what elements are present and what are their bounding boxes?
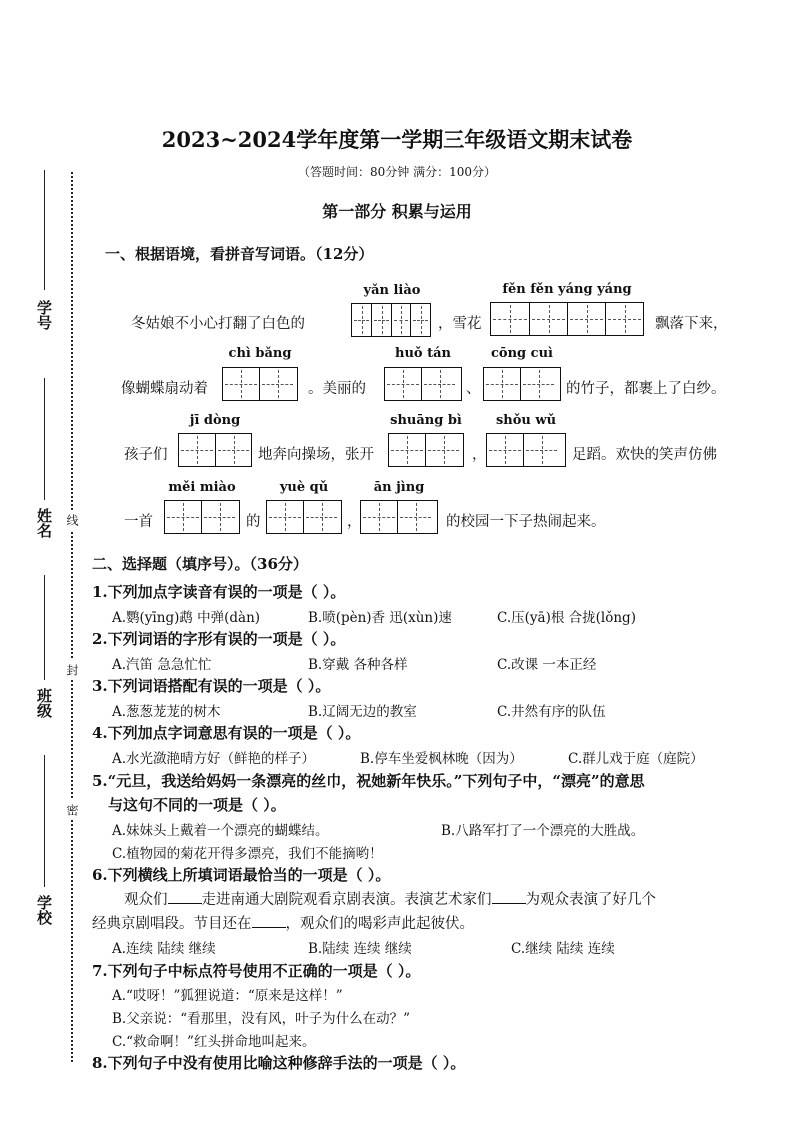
q6-option-a[interactable]: A.连续 陆续 继续 [112,941,216,957]
pinyin-huotan: huǒ tán [395,346,451,361]
pinyin-meimiao: měi miào [168,480,236,495]
answer-grid-jidong[interactable] [178,433,252,467]
answer-grid-shuangbi[interactable] [388,433,464,467]
text-line3-b: 地奔向操场，张开 [258,447,374,463]
q1-option-c[interactable]: C.压(yā)根 合拢(lǒng) [497,610,636,626]
text-line4-c: ， [347,514,362,530]
q7-option-c[interactable]: C.“救命啊！”红头拼命地叫起来。 [112,1034,316,1050]
answer-grid-meimiao[interactable] [164,500,240,534]
school-line[interactable] [44,755,45,887]
student-id-line[interactable] [44,170,45,290]
question-1: 1.下列加点字读音有误的一项是（ ）。 [92,583,346,601]
answer-grid-huotan[interactable] [384,367,462,401]
q7-option-a[interactable]: A.“哎呀！”狐狸说道：“原来是这样！” [112,988,343,1004]
q7-option-b[interactable]: B.父亲说：“看那里，没有风，叶子为什么在动？” [112,1011,411,1027]
pinyin-yuequ: yuè qǔ [279,480,329,495]
pinyin-yanliao: yǎn liào [363,283,421,298]
question-8: 8.下列句子中没有使用比喻这种修辞手法的一项是（ ）。 [92,1054,466,1072]
pinyin-fenfenyangyang: fěn fěn yáng yáng [502,282,632,297]
q3-option-c[interactable]: C.井然有序的队伍 [497,704,606,720]
pinyin-jidong: jī dòng [189,413,241,428]
pinyin-anjing: ān jìng [373,480,425,495]
text-line4-d: 的校园一下子热闹起来。 [446,514,606,530]
text-line1-a: 冬姑娘不小心打翻了白色的 [131,316,305,332]
label-class: 班级 [35,688,53,718]
q2-option-c[interactable]: C.改课 一本正经 [497,657,597,673]
text-line3-d: 足蹈。欢快的笑声仿佛 [572,447,717,463]
text-line3-a: 孩子们 [124,447,168,463]
q4-option-a[interactable]: A.水光潋滟晴方好（鲜艳的样子） [112,751,316,767]
q4-option-b[interactable]: B.停车坐爱枫林晚（因为） [360,751,523,767]
q6-blank-1[interactable] [168,903,202,904]
q6-option-c[interactable]: C.继续 陆续 连续 [511,941,615,957]
q6-fill-line2: 经典京剧唱段。节目还在 ，观众们的喝彩声此起彼伏。 [92,916,474,932]
binding-dotted-line [71,172,73,1062]
pinyin-shouwu: shǒu wǔ [495,413,557,428]
text-line4-a: 一首 [124,514,153,530]
answer-grid-congcui[interactable] [483,367,561,401]
text-line1-c: 飘落下来， [655,316,728,332]
question-3: 3.下列词语搭配有误的一项是（ ）。 [92,677,331,695]
seal-line-mark: 线 [64,510,81,530]
text-line2-a: 像蝴蝶扇动着 [121,381,208,397]
q3-option-b[interactable]: B.辽阔无边的教室 [308,704,417,720]
question-5-line2: 与这句不同的一项是（ ）。 [108,796,286,814]
answer-grid-chibang[interactable] [222,367,298,401]
answer-grid-anjing[interactable] [360,500,438,534]
pinyin-shuangbi: shuāng bì [390,413,462,428]
q6-fill-line1: 观众们 走进南通大剧院观看京剧表演。表演艺术家们 为观众表演了好几个 [124,892,656,908]
name-line[interactable] [44,378,45,500]
pinyin-chibang: chì bǎng [228,346,292,361]
answer-grid-fenfenyangyang[interactable] [490,302,644,336]
q6-blank-2[interactable] [492,903,526,904]
class-line[interactable] [44,575,45,680]
label-school: 学校 [35,895,53,925]
answer-grid-shouwu[interactable] [486,433,566,467]
section2-heading: 二、选择题（填序号）。（36分） [92,555,308,573]
answer-grid-yanliao[interactable] [351,303,431,337]
q4-option-c[interactable]: C.群儿戏于庭（庭院） [568,751,704,767]
seal-seal-mark: 封 [64,660,81,680]
q5-option-b[interactable]: B.八路军打了一个漂亮的大胜战。 [441,823,645,839]
q2-option-b[interactable]: B.穿戴 各种各样 [308,657,408,673]
question-2: 2.下列词语的字形有误的一项是（ ）。 [92,630,346,648]
q6-blank-3[interactable] [252,927,286,928]
question-4: 4.下列加点字词意思有误的一项是（ ）。 [92,724,361,742]
text-line4-b: 的 [246,514,261,530]
q5-option-c[interactable]: C.植物园的菊花开得多漂亮，我们不能摘哟！ [112,846,383,862]
seal-secret-mark: 密 [64,800,81,820]
text-line2-b: 。美丽的 [308,381,366,397]
label-name: 姓名 [35,508,53,538]
q1-option-b[interactable]: B.喷(pèn)香 迅(xùn)速 [308,610,452,626]
section1-heading: 一、根据语境，看拼音写词语。（12分） [105,245,374,263]
exam-subtitle: （答题时间：80分钟 满分：100分） [298,165,496,179]
q5-option-a[interactable]: A.妹妹头上戴着一个漂亮的蝴蝶结。 [112,823,329,839]
q6-option-b[interactable]: B.陆续 连续 继续 [308,941,412,957]
q2-option-a[interactable]: A.汽笛 急急忙忙 [112,657,212,673]
part-title: 第一部分 积累与运用 [322,202,472,221]
exam-title: 2023~2024学年度第一学期三年级语文期末试卷 [161,127,633,152]
text-line2-c: 、 [466,381,481,397]
text-line3-c: ， [472,447,487,463]
question-5: 5.“元旦，我送给妈妈一条漂亮的丝巾，祝她新年快乐。”下列句子中，“漂亮”的意思 [92,772,645,790]
question-7: 7.下列句子中标点符号使用不正确的一项是（ ）。 [92,962,421,980]
answer-grid-yuequ[interactable] [266,500,342,534]
text-line1-b: ，雪花 [438,316,482,332]
q3-option-a[interactable]: A.葱葱茏茏的树木 [112,704,221,720]
question-6: 6.下列横线上所填词语最恰当的一项是（ ）。 [92,866,391,884]
pinyin-congcui: cōng cuì [491,346,553,361]
label-student-id: 学号 [35,300,53,330]
text-line2-d: 的竹子，都裹上了白纱。 [566,381,726,397]
q1-option-a[interactable]: A.鹦(yīng)鹉 中弹(dàn) [112,610,261,626]
